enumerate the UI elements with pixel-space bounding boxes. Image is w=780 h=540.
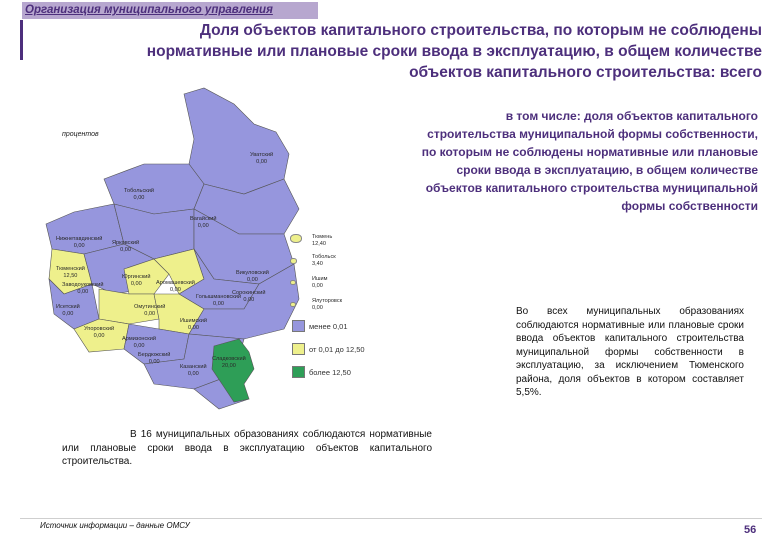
city-shape — [290, 280, 296, 285]
title-line-1: Доля объектов капитального строительства, по которым не соблюдены — [199, 22, 762, 39]
map-label-uporovsky: Упоровский 0,00 — [84, 326, 115, 339]
map-label-vikulovsky: Викуловский 0,00 — [236, 270, 269, 283]
map-label-sladkovsky: Сладковский 20,00 — [212, 356, 246, 369]
map-label-isetsky: Исетский 0,00 — [56, 304, 80, 317]
map-legend — [292, 320, 384, 389]
legend-item-mid: от 0,01 до 12,50 — [292, 343, 384, 355]
legend-swatch — [292, 366, 305, 378]
map-label-armizonsky: Армизонский 0,00 — [122, 336, 157, 349]
title-line-3: объектов капитального строительства: всего — [409, 64, 762, 81]
map-unit-label: процентов — [62, 131, 99, 138]
page-number: 56 — [744, 524, 757, 536]
map-label-omutinsky: Омутинский 0,00 — [134, 304, 166, 317]
summary-note: В 16 муниципальных образованиях соблюдаются нормативные или плановые сроки ввода в эксплуатацию объектов капитального строительства. — [62, 429, 432, 467]
legend-item-high: более 12,50 — [292, 366, 384, 378]
legend-item-low: менее 0,01 — [292, 320, 384, 332]
organization-header: Организация муниципального управления — [22, 2, 318, 19]
city-shape — [290, 258, 297, 264]
title-accent-bar — [20, 20, 23, 60]
city-shape — [290, 302, 296, 307]
map-label-zavodoukovsky: Заводоуковский 0,00 — [62, 282, 104, 295]
title-line-2: нормативные или плановые сроки ввода в эксплуатацию, в общем количестве — [146, 43, 762, 60]
map-label-golyshmanovsky: Голышмановский 0,00 — [196, 294, 241, 307]
map-label-berdyuzhsky: Бердюжский 0,00 — [138, 352, 171, 365]
legend-swatch — [292, 343, 305, 355]
map-label-vagaysky: Вагайский 0,00 — [190, 216, 217, 229]
municipal-note: Во всех муниципальных образованиях соблюдаются нормативные или плановые сроки ввода объектов капитального строительства муниципальной формы собственности в эксплуатацию, за исключением Тюменского района, доля объектов в котором составляет 5,5%. — [516, 306, 744, 398]
page-title — [40, 20, 762, 83]
map-label-ishimsky: Ишимский 0,00 — [180, 318, 207, 331]
map-label-tobolsky: Тобольский 0,00 — [124, 188, 154, 201]
footer-divider — [20, 518, 762, 519]
map-label-yarkovsky: Ярковский 0,00 — [112, 240, 140, 253]
map-label-yurginsky: Юргинский 0,00 — [122, 274, 151, 287]
map-label-kazansky: Казанский 0,00 — [180, 364, 207, 377]
map-label-nizhnetavdinsky: Нижнетавдинский 0,00 — [56, 236, 103, 249]
source-note: Источник информации – данные ОМСУ — [40, 521, 190, 530]
legend-swatch — [292, 320, 305, 332]
map-label-aromashevsky: Аромашевский 0,00 — [156, 280, 195, 293]
map-label-tyumensky: Тюменский 12,50 — [56, 266, 85, 279]
city-shape — [290, 234, 302, 243]
municipal-subtitle: в том числе: доля объектов капитального строительства муниципальной формы собственности, по которым не соблюдены нормативные или плановые сроки ввода в эксплуатацию, в общем количестве объектов капитального строительства муниципальной формы собственности — [421, 109, 758, 213]
map-label-uvatsky: Уватский 0,00 — [250, 152, 274, 165]
map-label-sorokinsky: Сорокинский 0,00 — [232, 290, 266, 303]
